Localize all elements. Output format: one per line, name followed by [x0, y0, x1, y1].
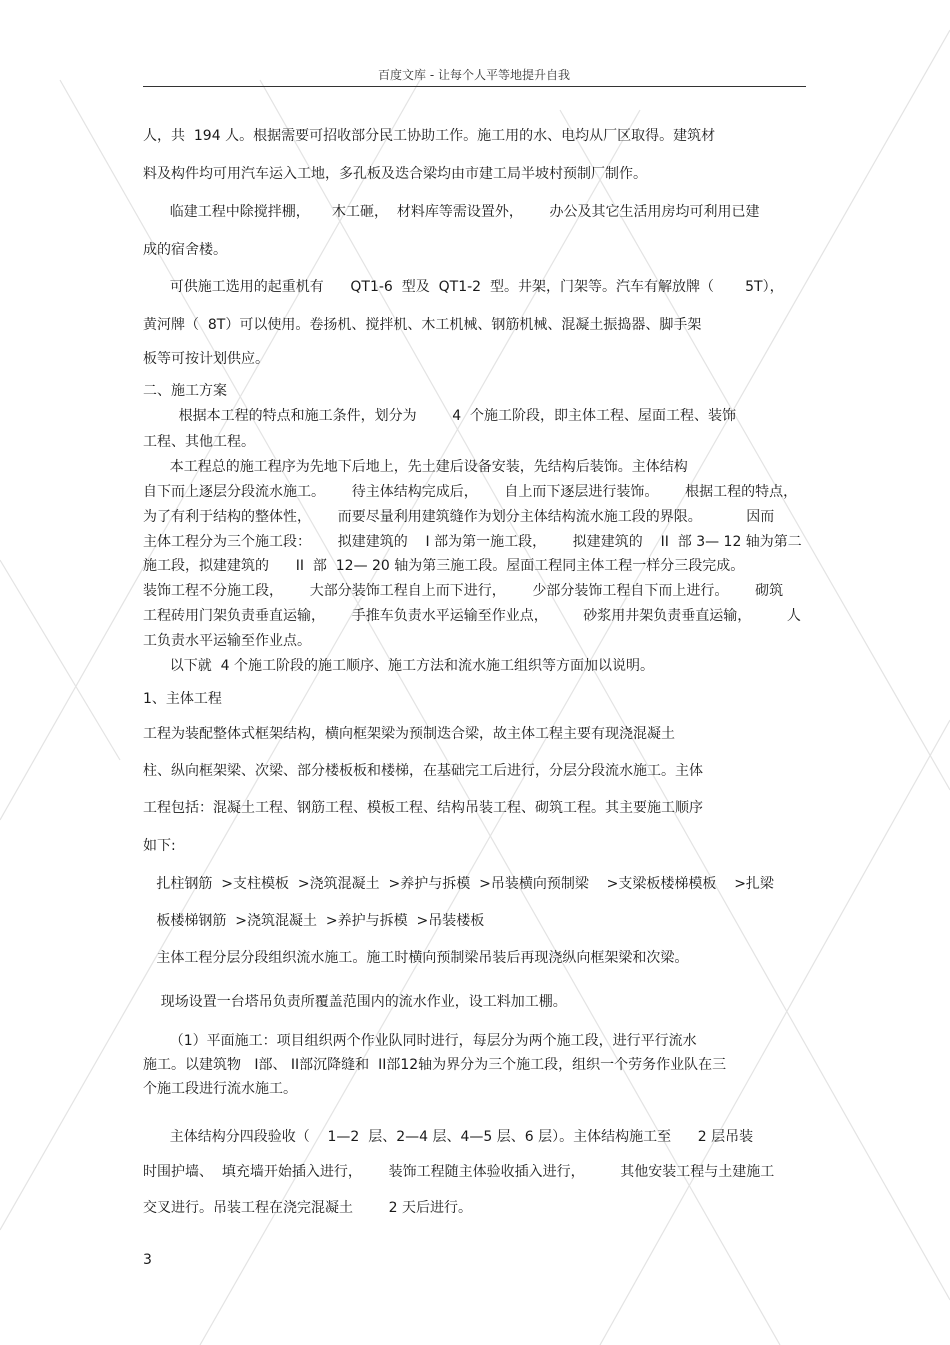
body-line: 工程为装配整体式框架结构，横向框架梁为预制迭合梁，故主体工程主要有现浇混凝土: [143, 726, 675, 742]
body-line: 交叉进行。吊装工程在浇完混凝土 2 天后进行。: [143, 1200, 472, 1216]
body-line: 主体工程分为三个施工段： 拟建建筑的 I 部为第一施工段， 拟建建筑的 II 部 3— 12 轴为第二: [143, 534, 802, 550]
body-line: 工程、其他工程。: [143, 434, 255, 450]
body-line: 柱、纵向框架梁、次梁、部分楼板板和楼梯，在基础完工后进行，分层分段流水施工。主体: [143, 763, 703, 779]
page-number: 3: [143, 1252, 152, 1268]
body-line: 施工。以建筑物 I部、 II部沉降缝和 II部12轴为界分为三个施工段，组织一个劳务作业队在三: [143, 1057, 727, 1073]
page-header: 百度文库 - 让每个人平等地提升自我: [378, 68, 570, 82]
body-line: 主体工程分层分段组织流水施工。施工时横向预制梁吊装后再现浇纵向框架梁和次梁。: [143, 950, 689, 966]
body-line: 装饰工程不分施工段， 大部分装饰工程自上而下进行， 少部分装饰工程自下而上进行。 砌筑: [143, 583, 784, 599]
body-line: 人，共 194 人。根据需要可招收部分民工协助工作。施工用的水、电均从厂区取得。建筑材: [143, 128, 716, 144]
body-line: 可供施工选用的起重机有 QT1-6 型及 QT1-2 型。井架，门架等。汽车有解放牌（ 5T），: [143, 279, 784, 295]
section-heading: 1、主体工程: [143, 691, 222, 707]
body-line: 自下而上逐层分段流水施工。 待主体结构完成后， 自上而下逐层进行装饰。 根据工程的特点，: [143, 484, 798, 500]
body-line: 施工段，拟建建筑的 II 部 12— 20 轴为第三施工段。屋面工程同主体工程一样分三段完成。: [143, 558, 745, 574]
body-line: 黄河牌（ 8T）可以使用。卷扬机、搅拌机、木工机械、钢筋机械、混凝土振捣器、脚手架: [143, 317, 702, 333]
body-line: 现场设置一台塔吊负责所覆盖范围内的流水作业，设工料加工棚。: [143, 994, 567, 1010]
body-line: 板等可按计划供应。: [143, 351, 269, 367]
body-line: 时围护墙、 填充墙开始插入进行， 装饰工程随主体验收插入进行， 其他安装工程与土建施工: [143, 1164, 775, 1180]
body-line: 主体结构分四段验收（ 1—2 层、2—4 层、4—5 层、6 层）。主体结构施工至 2 层吊装: [143, 1129, 754, 1145]
body-line: 根据本工程的特点和施工条件，划分为 4 个施工阶段，即主体工程、屋面工程、装饰: [143, 408, 737, 424]
body-line: 料及构件均可用汽车运入工地，多孔板及迭合梁均由市建工局半坡村预制厂制作。: [143, 166, 647, 182]
body-line: 本工程总的施工程序为先地下后地上，先土建后设备安装，先结构后装饰。主体结构: [143, 459, 688, 475]
header-divider: [143, 86, 806, 87]
body-line: 工程砖用门架负责垂直运输， 手推车负责水平运输至作业点， 砂浆用井架负责垂直运输， 人: [143, 608, 801, 624]
section-heading: 二、施工方案: [143, 383, 227, 399]
body-line: 以下就 4 个施工阶段的施工顺序、施工方法和流水施工组织等方面加以说明。: [143, 658, 654, 674]
process-sequence-line: 板楼梯钢筋 >浇筑混凝土 >养护与拆模 >吊装楼板: [143, 913, 485, 929]
body-line: 工负责水平运输至作业点。: [143, 633, 311, 649]
body-line: 为了有利于结构的整体性， 而要尽量利用建筑缝作为划分主体结构流水施工段的界限。 因而: [143, 509, 775, 525]
body-line: （1）平面施工：项目组织两个作业队同时进行，每层分为两个施工段，进行平行流水: [143, 1033, 697, 1049]
body-line: 个施工段进行流水施工。: [143, 1081, 297, 1097]
process-sequence-line: 扎柱钢筋 >支柱模板 >浇筑混凝土 >养护与拆模 >吊装横向预制梁 >支梁板楼梯模板 >扎梁: [143, 876, 774, 892]
body-line: 临建工程中除搅拌棚， 木工砸， 材料库等需设置外， 办公及其它生活用房均可利用已建: [143, 204, 760, 220]
body-line: 成的宿舍楼。: [143, 242, 227, 258]
body-line: 如下:: [143, 838, 176, 854]
body-line: 工程包括：混凝土工程、钢筋工程、模板工程、结构吊装工程、砌筑工程。其主要施工顺序: [143, 800, 703, 816]
